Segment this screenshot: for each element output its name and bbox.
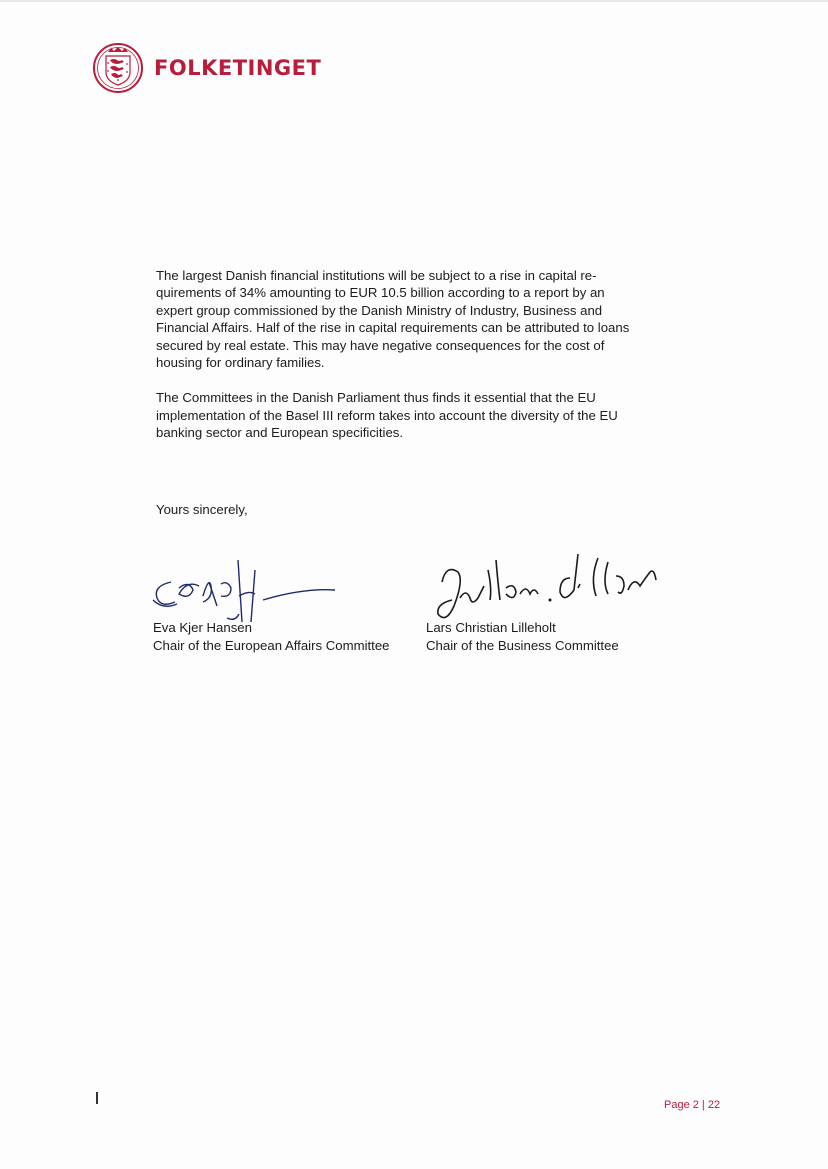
signatory-right <box>426 619 619 655</box>
body-paragraph-1: The largest Danish financial institutions will be subject to a rise in capital re-quirements of 34% amounting to EUR 10.5 billion according to a report by an expert group commissioned by the Danish Ministry of Industry, Business and Financial Affairs. Half of the rise in capital requirements can be attributed to loans secured by real estate. This may have negative consequences for the cost of housing for ordinary families. <box>156 268 630 371</box>
letter-body <box>156 267 636 460</box>
signatory-left <box>153 619 390 655</box>
danish-coat-of-arms-icon <box>92 42 144 94</box>
scan-edge <box>0 0 828 2</box>
signatory-left-title: Chair of the European Affairs Committee <box>153 638 390 653</box>
footer-divider <box>96 1092 98 1104</box>
signatory-right-name: Lars Christian Lilleholt <box>426 620 556 635</box>
folketinget-logo <box>92 42 321 94</box>
closing-salutation: Yours sincerely, <box>156 502 248 517</box>
signatory-right-title: Chair of the Business Committee <box>426 638 619 653</box>
organization-name: FOLKETINGET <box>154 56 322 80</box>
signatory-left-name: Eva Kjer Hansen <box>153 620 252 635</box>
page-number: Page 2 | 22 <box>664 1099 721 1111</box>
body-paragraph-2: The Committees in the Danish Parliament thus finds it essential that the EU implementation of the Basel III reform takes into account the diversity of the EU banking sector and European specificities. <box>156 390 618 441</box>
